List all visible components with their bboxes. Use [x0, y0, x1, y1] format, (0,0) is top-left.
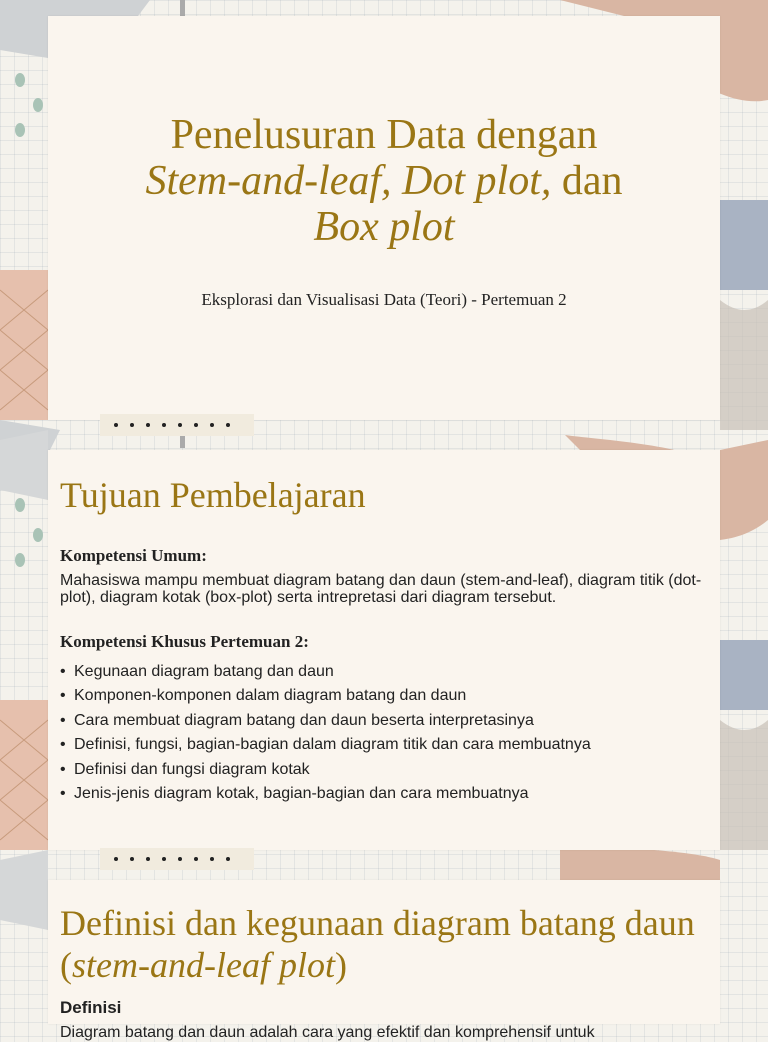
slide3-title-italic: stem-and-leaf plot: [72, 945, 335, 985]
competency-list: [60, 660, 591, 806]
specific-competency-heading: Kompetensi Khusus Pertemuan 2:: [60, 632, 309, 651]
slide3-title-part2: ): [334, 945, 347, 985]
slide3-title-part1: Definisi dan kegunaan diagram batang daun (: [60, 903, 695, 985]
slide1-title: [48, 112, 720, 250]
slide1-subtitle: Eksplorasi dan Visualisasi Data (Teori) - Pertemuan 2: [201, 290, 567, 309]
definition-text: Diagram batang dan daun adalah cara yang efektif dan komprehensif untuk: [60, 1024, 595, 1041]
slide1-title-line1: Penelusuran Data dengan: [170, 112, 598, 158]
slide-definition: [48, 880, 720, 1041]
slide3-title: [60, 902, 710, 986]
dotted-tape-2: [100, 848, 254, 870]
dotted-tape-1: [100, 414, 254, 436]
general-competency-text: Mahasiswa mampu membuat diagram batang dan daun (stem-and-leaf), diagram titik (dot-plot), diagram kotak (box-plot) serta intrepretasi dari diagram tersebut.: [60, 572, 702, 606]
general-competency-heading: Kompetensi Umum:: [60, 546, 207, 565]
slide-objectives: [48, 450, 720, 850]
slide-title: [48, 16, 720, 420]
slide1-title-line3: Box plot: [313, 204, 455, 250]
list-item: • Komponen-komponen dalam diagram batang dan daun: [60, 684, 591, 708]
slide1-title-italic: Stem-and-leaf, Dot plot,: [145, 158, 552, 204]
list-item: • Definisi, fungsi, bagian-bagian dalam diagram titik dan cara membuatnya: [60, 733, 591, 757]
list-item: • Cara membuat diagram batang dan daun beserta interpretasinya: [60, 709, 591, 733]
list-item: • Jenis-jenis diagram kotak, bagian-bagian dan cara membuatnya: [60, 782, 591, 806]
list-item: • Definisi dan fungsi diagram kotak: [60, 758, 591, 782]
slide1-title-dan: dan: [551, 158, 623, 204]
definition-heading: Definisi: [60, 998, 122, 1017]
slide2-title: Tujuan Pembelajaran: [60, 475, 366, 515]
slide1-title-line2: [48, 158, 720, 204]
list-item: • Kegunaan diagram batang dan daun: [60, 660, 591, 684]
